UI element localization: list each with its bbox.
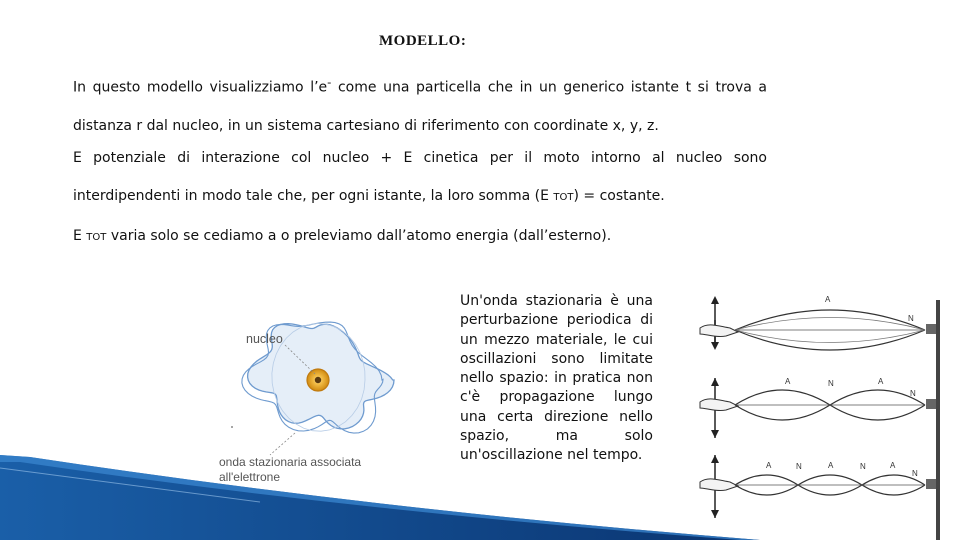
nucleus-label: nucleo: [246, 332, 283, 346]
hand-icon: [700, 325, 738, 337]
clamp: [926, 324, 936, 334]
paragraph-tot: [73, 217, 767, 257]
paragraph-model: [73, 63, 767, 145]
wave-row-2: [700, 377, 936, 438]
antinode-label: A: [825, 295, 831, 304]
antinode-label: A: [890, 461, 896, 470]
wave-label-line1: onda stazionaria associata: [219, 455, 362, 469]
node-label: N: [910, 389, 916, 398]
clamp: [926, 479, 936, 489]
wave-label-line2: all'elettrone: [219, 470, 280, 484]
antinode-label: A: [828, 461, 834, 470]
slide-title: MODELLO:: [379, 33, 467, 49]
antinode-label: A: [785, 377, 791, 386]
paragraph-model-text-cont: come una particella che in un generico istante t si trova a distanza r dal nucleo, in un sistema cartesiano di riferimento con coordinate x, y, z.: [73, 79, 767, 134]
tot-subscript: TOT: [553, 192, 574, 203]
paragraph-energy-text: E potenziale di interazione col nucleo + E cinetica per il moto intorno al nucleo sono interdipendenti in modo tale che, per ogni istante, la loro somma (E: [73, 150, 767, 204]
arrow-head-icon: [711, 378, 719, 386]
standing-wave-definition: Un'onda stazionaria è una perturbazione periodica di un mezzo materiale, le cui oscillazioni sono limitate nello spazio: in pratica non c'è propagazione lungo una certa direzione nello spazio, ma solo un'oscillazione nel tempo.: [460, 293, 653, 464]
clamp: [926, 399, 936, 409]
decorative-swoosh: [0, 440, 760, 540]
arrow-head-icon: [711, 296, 719, 304]
node-label: N: [828, 379, 834, 388]
node-label: N: [912, 469, 918, 478]
nucleus-core: [315, 377, 321, 383]
node-label: N: [908, 314, 914, 323]
wall-post: [936, 300, 940, 540]
arrow-head-icon: [711, 342, 719, 350]
paragraph-energy: [73, 139, 767, 217]
node-label: N: [860, 462, 866, 471]
tot-subscript: TOT: [86, 232, 107, 243]
paragraph-tot-text: E: [73, 228, 87, 244]
hand-icon: [700, 399, 738, 411]
dot-mark: [231, 426, 233, 428]
wave-row-1: [700, 295, 936, 350]
antinode-label: A: [766, 461, 772, 470]
paragraph-energy-text-cont: ) = costante.: [573, 188, 665, 204]
antinode-label: A: [878, 377, 884, 386]
paragraph-tot-text-cont: varia solo se cediamo a o preleviamo dall’atomo energia (dall’esterno).: [106, 228, 612, 244]
paragraph-model-text: In questo modello visualizziamo l’e: [73, 79, 328, 96]
arrow-head-icon: [711, 430, 719, 438]
node-label: N: [796, 462, 802, 471]
electron-charge-sup: -: [327, 75, 332, 89]
